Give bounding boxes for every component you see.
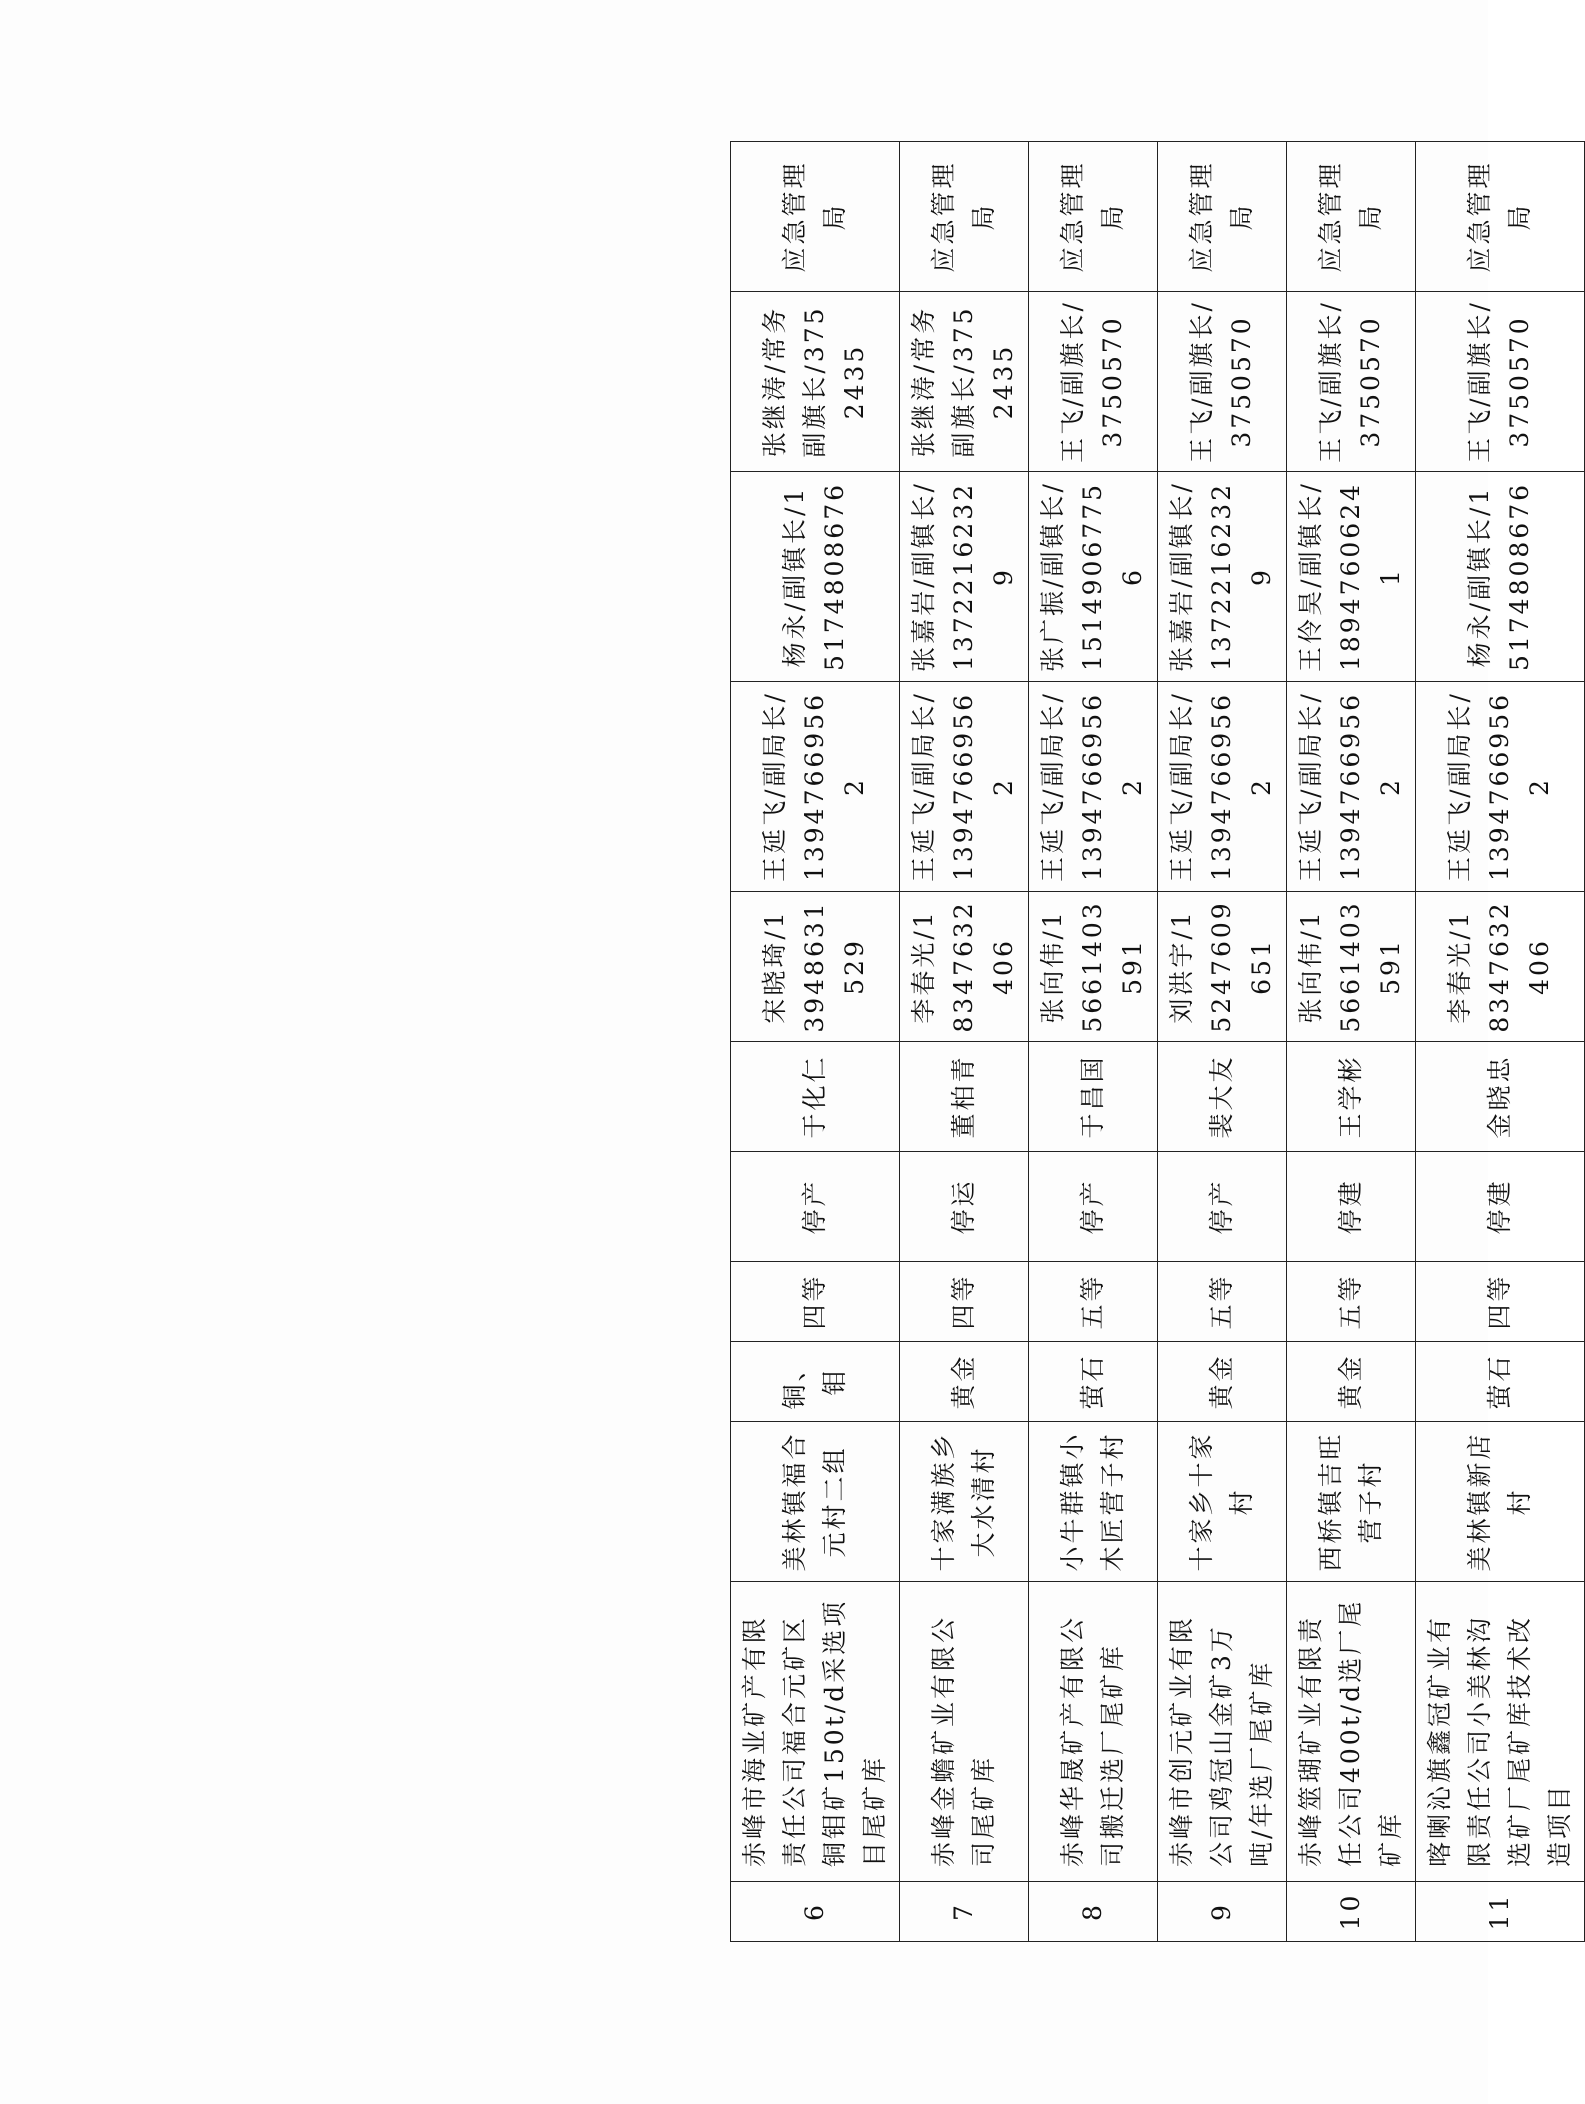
table-row: [1287, 142, 1416, 1942]
mineral-cell: 铜、钼: [731, 1342, 900, 1422]
tailings-pond-name-cell: 赤峰筮瑚矿业有限责任公司400t/d选厂尾矿库: [1287, 1582, 1416, 1882]
town-contact-cell: 张广振/副镇长/15149067756: [1029, 472, 1158, 682]
grade-cell: 四等: [731, 1262, 900, 1342]
table-row: [1158, 142, 1287, 1942]
grade-cell: 五等: [1158, 1262, 1287, 1342]
location-cell: 西桥镇吉旺营子村: [1287, 1422, 1416, 1582]
owner-cell: 裴大友: [1158, 1042, 1287, 1152]
bureau-contact-cell: 王延飞/副局长/13947669562: [1029, 682, 1158, 892]
county-leader-cell: 王飞/副旗长/3750570: [1287, 292, 1416, 472]
location-cell: 小牛群镇小木匠营子村: [1029, 1422, 1158, 1582]
location-cell: 十家乡十家村: [1158, 1422, 1287, 1582]
county-leader-cell: 王飞/副旗长/3750570: [1029, 292, 1158, 472]
table-row: [900, 142, 1029, 1942]
rotated-table-container: [730, 142, 1574, 1942]
safety-contact-cell: 刘洪宇/15247609651: [1158, 892, 1287, 1042]
tailings-pond-name-cell: 喀喇沁旗鑫冠矿业有限责任公司小美林沟选矿厂尾矿库技术改造项目: [1416, 1582, 1585, 1882]
row-number-cell: 6: [731, 1882, 900, 1942]
bureau-contact-cell: 王延飞/副局长/13947669562: [731, 682, 900, 892]
grade-cell: 四等: [1416, 1262, 1585, 1342]
owner-cell: 董柏青: [900, 1042, 1029, 1152]
bureau-contact-cell: 王延飞/副局长/13947669562: [1416, 682, 1585, 892]
town-contact-cell: 杨永/副镇长/15174808676: [731, 472, 900, 682]
bureau-contact-cell: 王延飞/副局长/13947669562: [900, 682, 1029, 892]
mineral-cell: 黄金: [1287, 1342, 1416, 1422]
location-cell: 十家满族乡大水清村: [900, 1422, 1029, 1582]
mineral-cell: 萤石: [1029, 1342, 1158, 1422]
grade-cell: 五等: [1029, 1262, 1158, 1342]
status-cell: 停建: [1416, 1152, 1585, 1262]
mineral-cell: 萤石: [1416, 1342, 1585, 1422]
table-row: [1029, 142, 1158, 1942]
department-cell: 应急管理局: [1029, 142, 1158, 292]
status-cell: 停产: [1029, 1152, 1158, 1262]
owner-cell: 于化仁: [731, 1042, 900, 1152]
town-contact-cell: 张嘉岩/副镇长/13722162329: [900, 472, 1029, 682]
status-cell: 停产: [1158, 1152, 1287, 1262]
department-cell: 应急管理局: [1287, 142, 1416, 292]
row-number-cell: 9: [1158, 1882, 1287, 1942]
tailings-pond-name-cell: 赤峰市创元矿业有限公司鸡冠山金矿3万吨/年选厂尾矿库: [1158, 1582, 1287, 1882]
safety-contact-cell: 李春光/18347632406: [900, 892, 1029, 1042]
town-contact-cell: 张嘉岩/副镇长/13722162329: [1158, 472, 1287, 682]
tailings-pond-name-cell: 赤峰金蟾矿业有限公司尾矿库: [900, 1582, 1029, 1882]
department-cell: 应急管理局: [1158, 142, 1287, 292]
county-leader-cell: 王飞/副旗长/3750570: [1158, 292, 1287, 472]
location-cell: 美林镇新店村: [1416, 1422, 1585, 1582]
department-cell: 应急管理局: [1416, 142, 1585, 292]
safety-contact-cell: 张向伟/15661403591: [1029, 892, 1158, 1042]
row-number-cell: 8: [1029, 1882, 1158, 1942]
row-number-cell: 7: [900, 1882, 1029, 1942]
location-cell: 美林镇福合元村二组: [731, 1422, 900, 1582]
safety-contact-cell: 宋晓琦/13948631529: [731, 892, 900, 1042]
county-leader-cell: 张继涛/常务副旗长/3752435: [731, 292, 900, 472]
mineral-cell: 黄金: [900, 1342, 1029, 1422]
grade-cell: 四等: [900, 1262, 1029, 1342]
row-number-cell: 11: [1416, 1882, 1585, 1942]
department-cell: 应急管理局: [900, 142, 1029, 292]
safety-contact-cell: 李春光/18347632406: [1416, 892, 1585, 1042]
county-leader-cell: 张继涛/常务副旗长/3752435: [900, 292, 1029, 472]
owner-cell: 金晓忠: [1416, 1042, 1585, 1152]
owner-cell: 王学彬: [1287, 1042, 1416, 1152]
tailings-pond-name-cell: 赤峰华晟矿产有限公司搬迁选厂尾矿库: [1029, 1582, 1158, 1882]
status-cell: 停运: [900, 1152, 1029, 1262]
owner-cell: 于昌国: [1029, 1042, 1158, 1152]
status-cell: 停产: [731, 1152, 900, 1262]
table-row: [731, 142, 900, 1942]
safety-contact-cell: 张向伟/15661403591: [1287, 892, 1416, 1042]
bureau-contact-cell: 王延飞/副局长/13947669562: [1158, 682, 1287, 892]
tailings-pond-name-cell: 赤峰市海业矿产有限责任公司福合元矿区铜钼矿150t/d采选项目尾矿库: [731, 1582, 900, 1882]
row-number-cell: 10: [1287, 1882, 1416, 1942]
town-contact-cell: 杨永/副镇长/15174808676: [1416, 472, 1585, 682]
table-row: [1416, 142, 1585, 1942]
mineral-cell: 黄金: [1158, 1342, 1287, 1422]
town-contact-cell: 王伶昊/副镇长/18947606241: [1287, 472, 1416, 682]
county-leader-cell: 王飞/副旗长/3750570: [1416, 292, 1585, 472]
status-cell: 停建: [1287, 1152, 1416, 1262]
bureau-contact-cell: 王延飞/副局长/13947669562: [1287, 682, 1416, 892]
grade-cell: 五等: [1287, 1262, 1416, 1342]
department-cell: 应急管理局: [731, 142, 900, 292]
tailings-pond-table: [730, 141, 1585, 1942]
